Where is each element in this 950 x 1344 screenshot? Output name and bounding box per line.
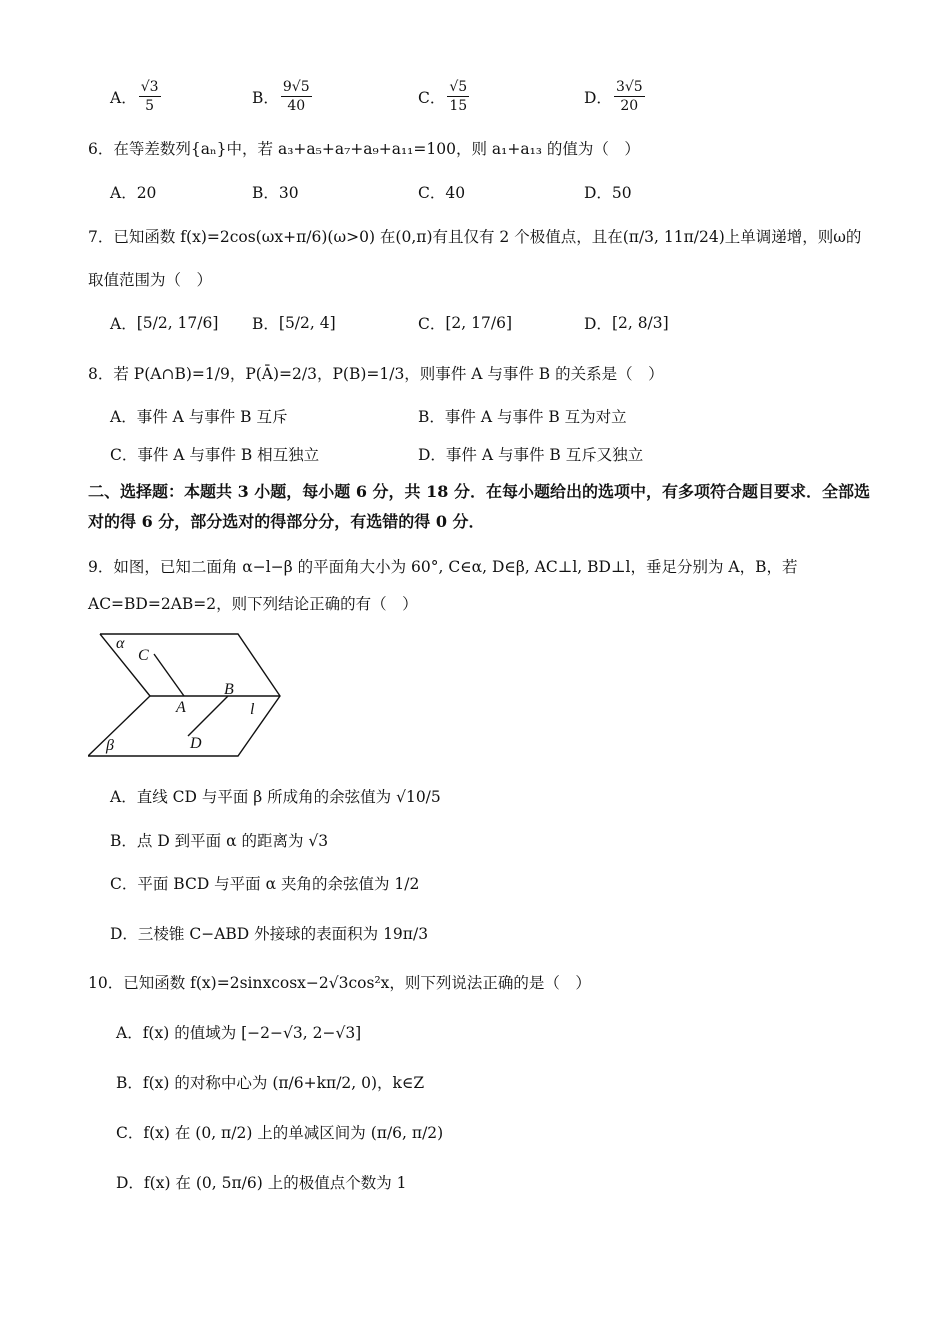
q9-option-a: A．直线 CD 与平面 β 所成角的余弦值为 √10/5 (110, 788, 441, 806)
q9-option-d: D．三棱锥 C−ABD 外接球的表面积为 19π/3 (110, 925, 429, 943)
label-d: D (190, 735, 202, 752)
q10-option-a: A．f(x) 的值域为 [−2−√3, 2−√3] (116, 1024, 362, 1042)
q9-option-b: B．点 D 到平面 α 的距离为 √3 (110, 832, 329, 850)
q8-stem: 8．若 P(A∩B)=1/9，P(Ā)=2/3，P(B)=1/3，则事件 A 与事件 B 的关系是（ ） (88, 365, 664, 383)
label-alpha: α (116, 635, 125, 652)
q5-option-d: D． $\frac{3√5}{20}$ (584, 79, 643, 114)
q8-option-d: D．事件 A 与事件 B 互斥又独立 (418, 446, 644, 464)
section-2-heading: 二、选择题：本题共 3 小题，每小题 6 分，共 18 分．在每小题给出的选项中，有多项符合题目要求．全部选对的得 6 分，部分选对的得部分分，有选错的得 0 分． (88, 482, 870, 531)
q6-option-c: C．40 (418, 184, 466, 202)
q6-stem: 6．在等差数列{aₙ}中，若 a₃+a₅+a₇+a₉+a₁₁=100，则 a₁+a₁₃ 的值为（ ） (88, 140, 640, 158)
q8-option-b: B．事件 A 与事件 B 互为对立 (418, 408, 627, 426)
q5-option-c: C． $\frac{√5}{15}$ (418, 79, 468, 114)
q7-option-c: C． [2, 17/6] (418, 314, 512, 333)
q8-option-c: C．事件 A 与事件 B 相互独立 (110, 446, 320, 464)
q10-option-c: C．f(x) 在 (0, π/2) 上的单减区间为 (π/6, π/2) (116, 1124, 444, 1142)
q9-stem-line1: 9．如图，已知二面角 α−l−β 的平面角大小为 60°, C∈α, D∈β, AC⊥l, BD⊥l，垂足分别为 A，B，若 (88, 558, 798, 576)
q5-option-b: B． $\frac{9√5}{40}$ (252, 79, 310, 114)
label-a: A (176, 699, 186, 716)
q5-option-a: A． $\frac{√3}{5}$ (110, 79, 159, 114)
q7-stem-line2: 取值范围为（ ） (88, 271, 213, 289)
q10-stem: 10．已知函数 f(x)=2sinxcosx−2√3cos²x，则下列说法正确的是（ ） (88, 974, 591, 992)
q9-stem-line2: AC=BD=2AB=2，则下列结论正确的有（ ） (88, 595, 418, 613)
label-b: B (224, 681, 234, 698)
q10-option-b: B．f(x) 的对称中心为 (π/6+kπ/2, 0)，k∈Z (116, 1074, 425, 1092)
dihedral-angle-figure (88, 630, 288, 760)
q7-option-a: A． [5/2, 17/6] (110, 314, 219, 333)
q8-option-a: A．事件 A 与事件 B 互斥 (110, 408, 288, 426)
q9-option-c: C．平面 BCD 与平面 α 夹角的余弦值为 1/2 (110, 875, 420, 893)
q6-option-d: D．50 (584, 184, 632, 202)
label-c: C (138, 647, 149, 664)
q7-stem-line1: 7．已知函数 f(x)=2cos(ωx+π/6)(ω>0) 在(0,π)有且仅有 2 个极值点，且在(π/3, 11π/24)上单调递增，则ω的 (88, 228, 862, 246)
label-l: l (250, 701, 255, 718)
q10-option-d: D．f(x) 在 (0, 5π/6) 上的极值点个数为 1 (116, 1174, 407, 1192)
q6-option-a: A．20 (110, 184, 157, 202)
q6-option-b: B．30 (252, 184, 299, 202)
label-beta: β (106, 737, 114, 754)
q7-option-d: D． [2, 8/3] (584, 314, 669, 333)
q7-option-b: B． [5/2, 4] (252, 314, 336, 333)
